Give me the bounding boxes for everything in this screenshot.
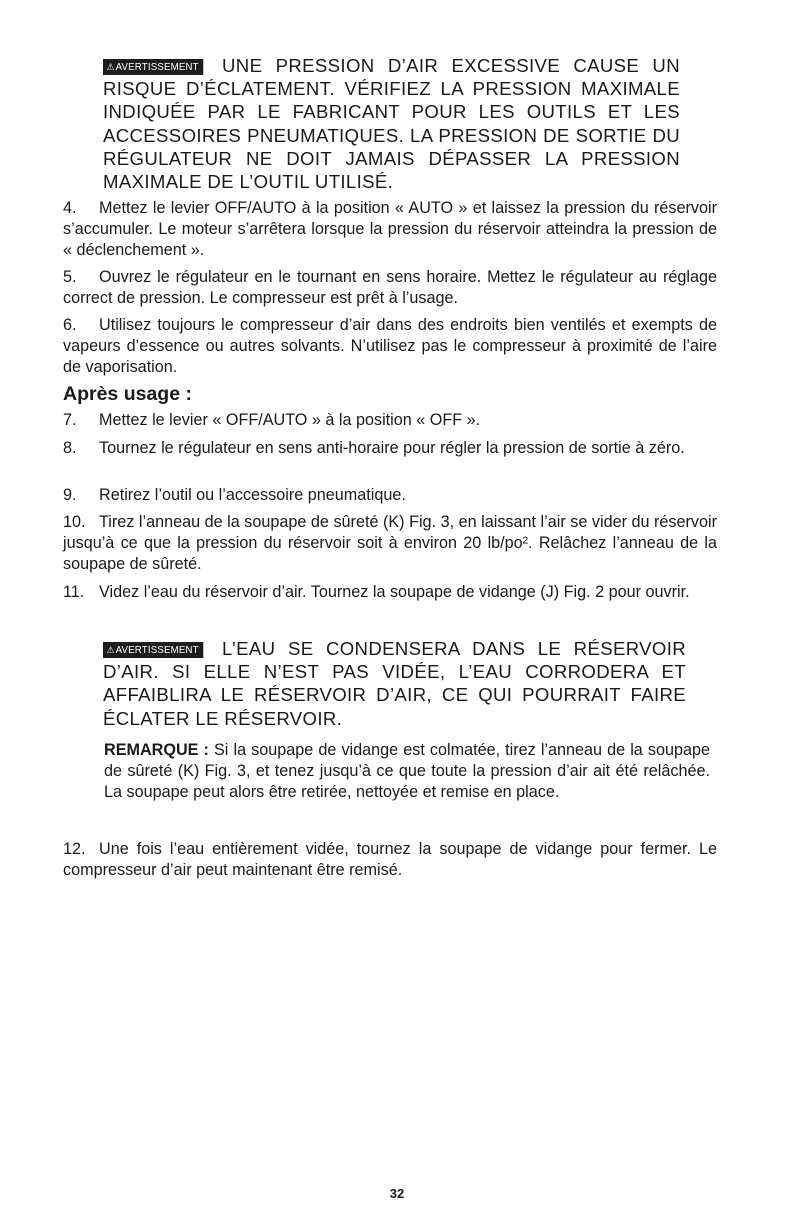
step-9 [63,485,717,506]
step-number: 5. [63,268,77,286]
step-12 [63,839,717,881]
warning-text: UNE PRESSION D’AIR EXCESSIVE CAUSE UN RISQUE D’ÉCLATEMENT. VÉRIFIEZ LA PRESSION MAXIMALE INDIQUÉE PAR LE FABRICANT POUR LES OUTILS ET LES ACCESSOIRES PNEUMATIQUES. LA PRESSION DE SORTIE DU RÉGULATEUR NE DOIT JAMAIS DÉPASSER LA PRESSION MAXIMALE DE L’OUTIL UTILISÉ. [103,55,680,193]
warning-triangle-icon: ⚠ [106,62,115,73]
warning-badge [103,642,203,658]
step-text: Utilisez toujours le compresseur d’air dans des endroits bien ventilés et exempts de vapeurs d’essence ou autres solvants. N’utilisez pas le compresseur à proximité de l’aire de vaporisation. [63,316,717,376]
step-5 [63,267,717,309]
step-text: Videz l’eau du réservoir d’air. Tournez la soupape de vidange (J) Fig. 2 pour ouvrir. [99,583,690,601]
step-number: 7. [63,411,77,429]
note-block [104,740,710,803]
section-heading-after-use: Après usage : [63,383,192,405]
step-text: Une fois l’eau entièrement vidée, tournez la soupape de vidange pour fermer. Le compresseur d’air peut maintenant être remisé. [63,840,717,879]
step-number: 4. [63,199,77,217]
warning-badge [103,59,203,75]
step-number: 9. [63,486,77,504]
note-label: REMARQUE : [104,741,209,759]
page-number: 32 [389,1186,405,1201]
step-6 [63,315,717,378]
step-number: 6. [63,316,77,334]
step-7 [63,410,717,431]
step-10 [63,512,717,575]
step-text: Retirez l’outil ou l’accessoire pneumatique. [99,486,406,504]
note-text: Si la soupape de vidange est colmatée, tirez l’anneau de la soupape de sûreté (K) Fig. 3, et tenez jusqu’à ce que toute la pression d’air ait été relâchée. La soupape peut alors être retirée, nettoyée et remise en place. [104,741,710,801]
step-number: 12. [63,840,86,858]
step-text: Ouvrez le régulateur en le tournant en sens horaire. Mettez le régulateur au réglage correct de pression. Le compresseur est prêt à l’usage. [63,268,717,307]
warning-badge-label: AVERTISSEMENT [115,644,199,656]
step-number: 10. [63,513,86,531]
step-number: 11. [63,583,85,601]
step-11 [63,582,717,603]
warning-block-pressure [103,54,680,193]
warning-text: L’EAU SE CONDENSERA DANS LE RÉSERVOIR D’AIR. SI ELLE N’EST PAS VIDÉE, L’EAU CORRODERA ET AFFAIBLIRA LE RÉSERVOIR D’AIR, CE QUI POURRAIT FAIRE ÉCLATER LE RÉSERVOIR. [103,638,686,729]
step-8 [63,438,717,459]
step-text: Tournez le régulateur en sens anti-horaire pour régler la pression de sortie à zéro. [99,439,685,457]
step-number: 8. [63,439,77,457]
warning-triangle-icon: ⚠ [106,645,115,656]
step-text: Mettez le levier OFF/AUTO à la position « AUTO » et laissez la pression du réservoir s’accumuler. Le moteur s’arrêtera lorsque la pression du réservoir atteindra la pression de « déclenchement ». [63,199,717,259]
step-4 [63,198,717,261]
step-text: Tirez l’anneau de la soupape de sûreté (K) Fig. 3, en laissant l’air se vider du réservoir jusqu’à ce que la pression du réservoir soit à environ 20 lb/po². Relâchez l’anneau de la soupape de sûreté. [63,513,717,573]
warning-block-condensation [103,637,686,730]
step-text: Mettez le levier « OFF/AUTO » à la position « OFF ». [99,411,481,429]
warning-badge-label: AVERTISSEMENT [115,61,199,73]
